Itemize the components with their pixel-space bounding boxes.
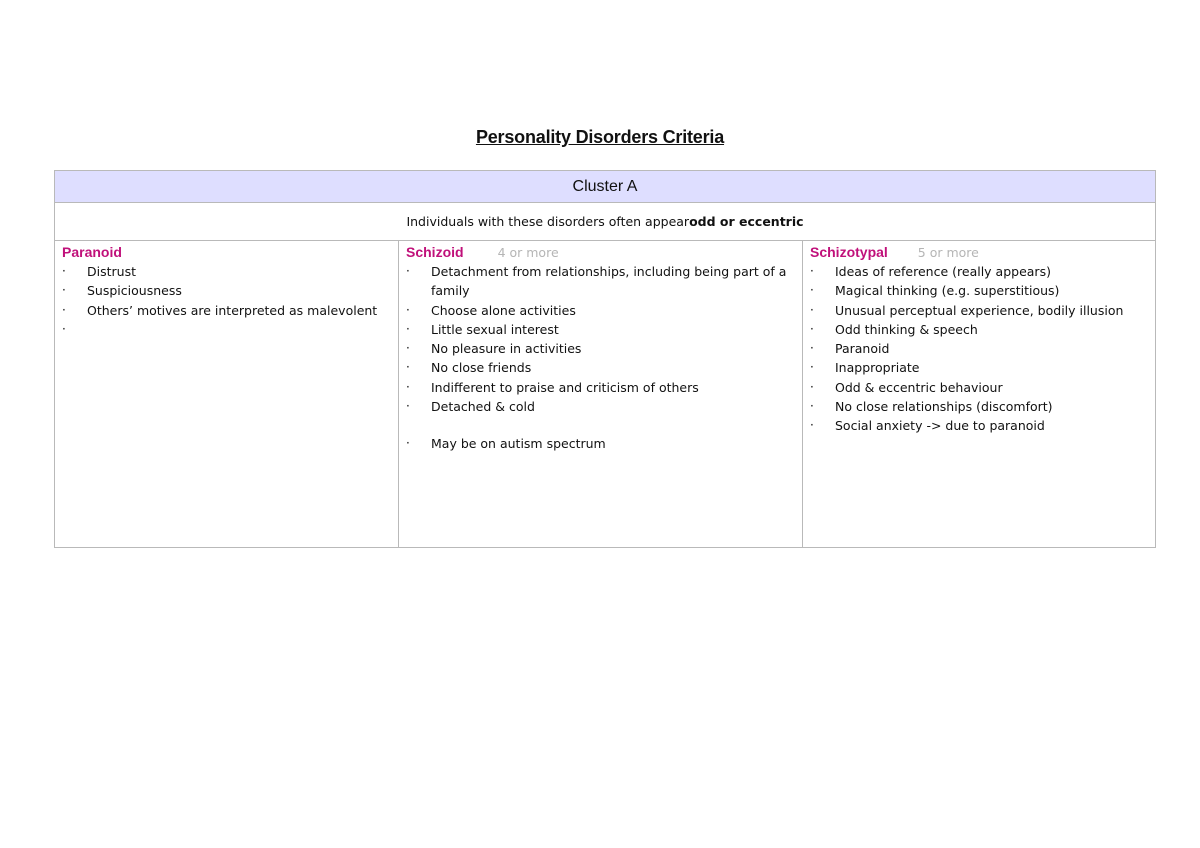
bullet-icon: · <box>810 302 814 317</box>
column-schizotypal <box>803 241 1155 547</box>
item-text: Social anxiety -> due to paranoid <box>835 418 1045 434</box>
item-text: Distrust <box>87 264 136 279</box>
disorder-name: Schizotypal <box>810 244 888 260</box>
bullet-icon: · <box>406 379 410 394</box>
bullet-icon: · <box>810 379 814 394</box>
bullet-icon: · <box>810 341 814 356</box>
column-header <box>62 244 392 262</box>
list-item <box>810 320 1149 339</box>
list-item <box>810 378 1149 397</box>
item-text: No close relationships (discomfort) <box>835 399 1053 415</box>
bullet-icon: · <box>810 418 814 433</box>
criteria-list <box>810 262 1149 436</box>
item-text: Ideas of reference (really appears) <box>835 264 1051 279</box>
list-item <box>810 416 1149 435</box>
cluster-description-text: Individuals with these disorders often appear <box>406 214 690 229</box>
item-text: Odd & eccentric behaviour <box>835 379 1003 395</box>
threshold-note: 5 or more <box>917 245 979 260</box>
item-text: Paranoid <box>835 341 890 357</box>
page-title: Personality Disorders Criteria <box>475 127 725 147</box>
item-text: Choose alone activities <box>431 302 576 318</box>
item-text: Inappropriate <box>835 360 920 376</box>
list-item <box>406 262 796 301</box>
disorder-name: Schizoid <box>406 244 464 260</box>
bullet-icon: · <box>810 321 814 336</box>
list-item <box>810 397 1149 416</box>
item-text: Unusual perceptual experience, bodily illusion <box>835 302 1124 318</box>
cluster-header: Cluster A <box>55 171 1155 203</box>
item-text: Little sexual interest <box>431 321 559 337</box>
list-item <box>810 301 1149 320</box>
list-item <box>406 320 796 339</box>
item-text: May be on autism spectrum <box>431 436 606 452</box>
cluster-description <box>55 203 1155 241</box>
item-text: Magical thinking (e.g. superstitious) <box>835 283 1060 299</box>
column-header <box>810 244 1149 262</box>
list-item <box>810 339 1149 358</box>
item-text: Suspiciousness <box>87 283 182 299</box>
disorder-columns <box>55 241 1155 547</box>
bullet-icon: · <box>406 321 410 336</box>
list-item <box>406 378 796 397</box>
bullet-icon: · <box>62 283 66 298</box>
bullet-icon: · <box>810 264 814 278</box>
threshold-note: 4 or more <box>497 245 559 260</box>
list-item <box>406 358 796 377</box>
list-item <box>406 397 796 416</box>
item-text: No pleasure in activities <box>431 341 582 357</box>
criteria-table <box>54 170 1156 548</box>
bullet-icon: · <box>810 283 814 298</box>
bullet-icon: · <box>406 360 410 375</box>
bullet-icon: · <box>810 399 814 414</box>
bullet-icon: · <box>406 264 410 278</box>
criteria-list <box>62 262 392 336</box>
list-item <box>810 262 1149 281</box>
bullet-icon: · <box>406 302 410 317</box>
bullet-icon: · <box>406 399 410 414</box>
item-text: Detached & cold <box>431 399 535 415</box>
list-item <box>62 262 392 281</box>
bullet-icon: · <box>62 302 66 317</box>
list-item <box>62 301 392 320</box>
column-paranoid <box>55 241 399 547</box>
item-text: No close friends <box>431 360 532 376</box>
column-schizoid <box>399 241 803 547</box>
list-item <box>810 281 1149 300</box>
list-item <box>62 281 392 300</box>
list-item <box>406 301 796 320</box>
item-text: Others’ motives are interpreted as malevolent <box>87 302 378 318</box>
bullet-icon: · <box>62 321 66 336</box>
item-text: Indifferent to praise and criticism of others <box>431 379 699 395</box>
item-text: Detachment from relationships, including being part of a family <box>431 264 787 299</box>
list-item <box>406 339 796 358</box>
criteria-list <box>406 262 796 454</box>
bullet-icon: · <box>62 264 66 278</box>
list-item <box>406 434 796 453</box>
list-item <box>810 358 1149 377</box>
bullet-icon: · <box>810 360 814 375</box>
column-header <box>406 244 796 262</box>
bullet-icon: · <box>406 436 410 451</box>
cluster-description-emphasis: odd or eccentric <box>689 214 804 229</box>
bullet-icon: · <box>406 341 410 356</box>
disorder-name: Paranoid <box>62 244 122 260</box>
item-text: Odd thinking & speech <box>835 321 978 337</box>
